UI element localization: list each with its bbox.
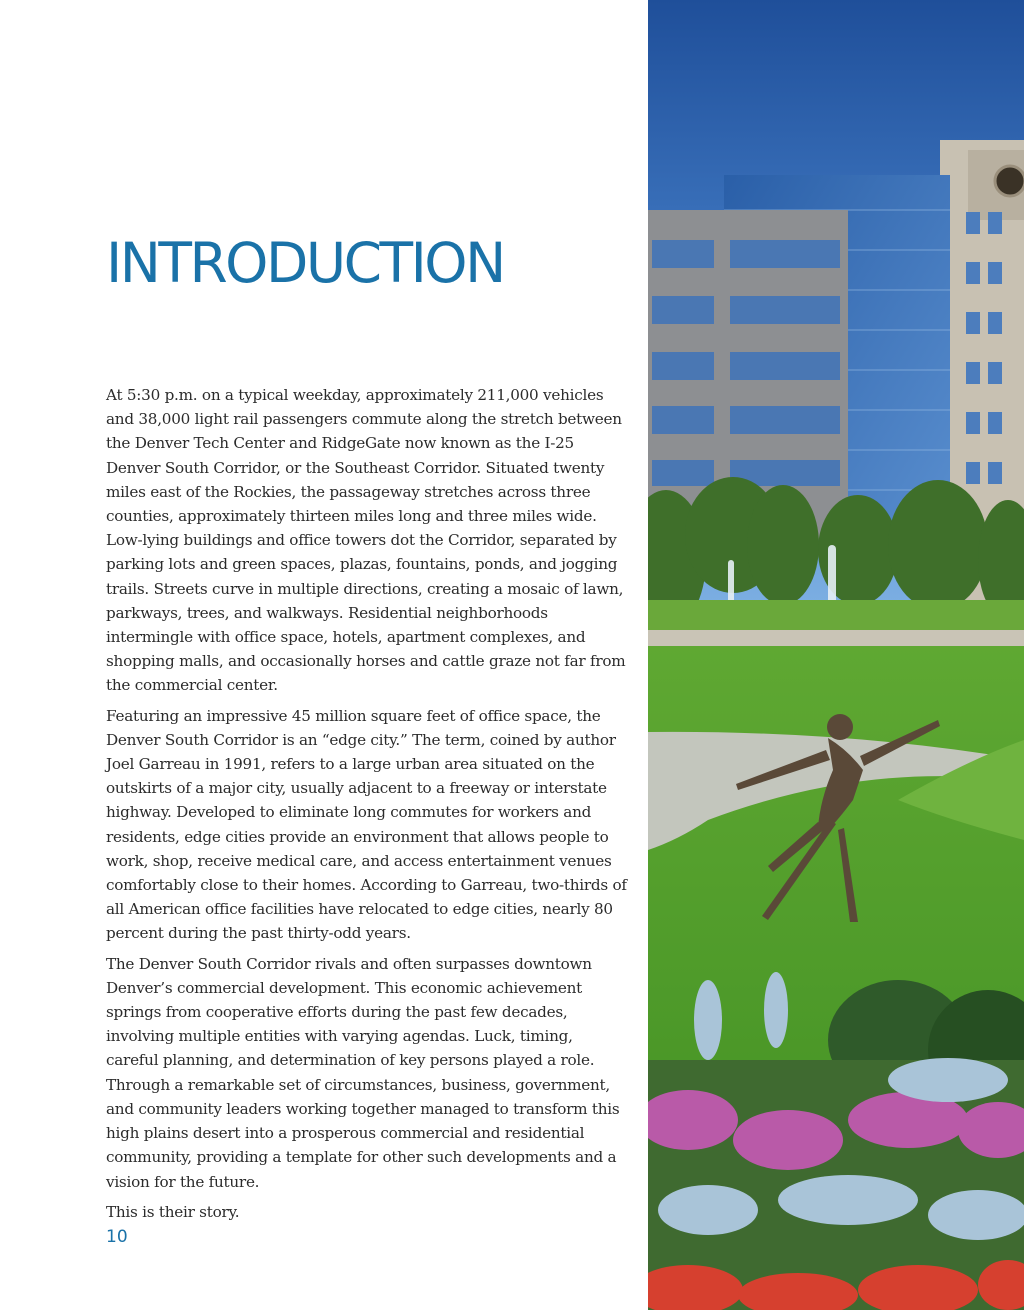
body-text <box>106 383 628 1230</box>
page-title: INTRODUCTION <box>106 231 504 295</box>
paragraph-4: This is their story. <box>106 1202 240 1221</box>
paragraph-2: Featuring an impressive 45 million square feet of office space, the Denver South Corridor is an “edge city.” The term, coined by author Joel Garreau in 1991, refers to a large urban area situated on the outskirts of a major city, usually adjacent to a freeway or interstate highway. Developed to eliminate long commutes for workers and residents, edge cities provide an environment that allows people to work, shop, receive medical care, and access entertainment venues comfortably close to their homes. According to Garreau, two-thirds of all American office facilities have relocated to edge cities, nearly 80 percent during the past thirty-odd years. <box>106 706 627 943</box>
paragraph-3: The Denver South Corridor rivals and often surpasses downtown Denver’s commercial development. This economic achievement springs from cooperative efforts during the past few decades, involving multiple entities with varying agendas. Luck, timing, careful planning, and determination of key persons played a role. Through a remarkable set of circumstances, business, government, and community leaders working together managed to transform this high plains desert into a prosperous commercial and residential community, providing a template for other such developments and a vision for the future. <box>106 954 620 1191</box>
corridor-photo <box>648 0 1024 1310</box>
paragraph-1: At 5:30 p.m. on a typical weekday, approximately 211,000 vehicles and 38,000 light rail passengers commute along the stretch between the Denver Tech Center and RidgeGate now known as the I-25 Denver South Corridor, or the Southeast Corridor. Situated twenty miles east of the Rockies, the passageway stretches across three counties, approximately thirteen miles long and three miles wide. Low-lying buildings and office towers dot the Corridor, separated by parking lots and green spaces, plazas, fountains, ponds, and jogging trails. Streets curve in multiple directions, creating a mosaic of lawn, parkways, trees, and walkways. Residential neighborhoods intermingle with office space, hotels, apartment complexes, and shopping malls, and occasionally horses and cattle graze not far from the commercial center. <box>106 386 626 695</box>
page-number: 10 <box>106 1227 128 1247</box>
